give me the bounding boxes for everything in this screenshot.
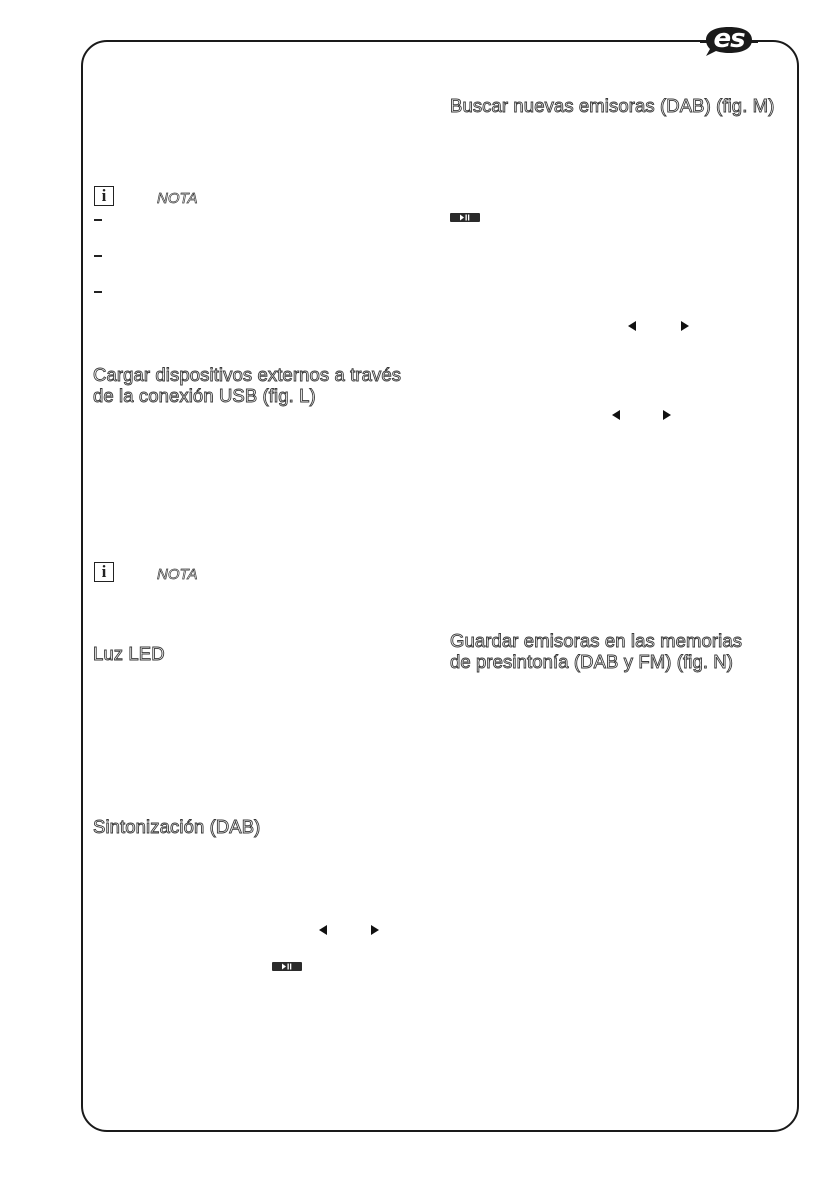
heading-usb-line-2: de la conexión USB (fig. L) xyxy=(93,385,316,406)
list-bullet xyxy=(94,291,102,293)
heading-save-presets xyxy=(450,630,742,672)
arrow-left-icon xyxy=(628,321,636,331)
arrow-right-icon xyxy=(371,925,379,935)
heading-usb-line-1: Cargar dispositivos externos a través xyxy=(93,364,402,385)
heading-search-stations: Buscar nuevas emisoras (DAB) (fig. M) xyxy=(450,95,775,116)
play-pause-icon xyxy=(272,962,302,971)
info-box-icon: i xyxy=(94,562,114,582)
heading-presets-line-2: de presintonía (DAB y FM) (fig. N) xyxy=(450,651,734,672)
arrow-left-icon xyxy=(612,410,620,420)
note-label: NOTA xyxy=(157,566,198,583)
list-bullet xyxy=(94,255,102,257)
heading-usb-charging xyxy=(93,364,401,406)
heading-presets-line-1: Guardar emisoras en las memorias xyxy=(450,630,743,651)
language-badge-label: es xyxy=(713,24,745,54)
arrow-right-icon xyxy=(681,321,689,331)
heading-tuning-dab: Sintonización (DAB) xyxy=(93,816,261,837)
heading-led-light: Luz LED xyxy=(93,643,165,664)
arrow-right-icon xyxy=(663,410,671,420)
play-pause-icon xyxy=(450,213,480,222)
list-bullet xyxy=(94,219,102,221)
info-box-icon: i xyxy=(94,186,114,206)
arrow-left-icon xyxy=(319,925,327,935)
note-label: NOTA xyxy=(157,190,198,207)
